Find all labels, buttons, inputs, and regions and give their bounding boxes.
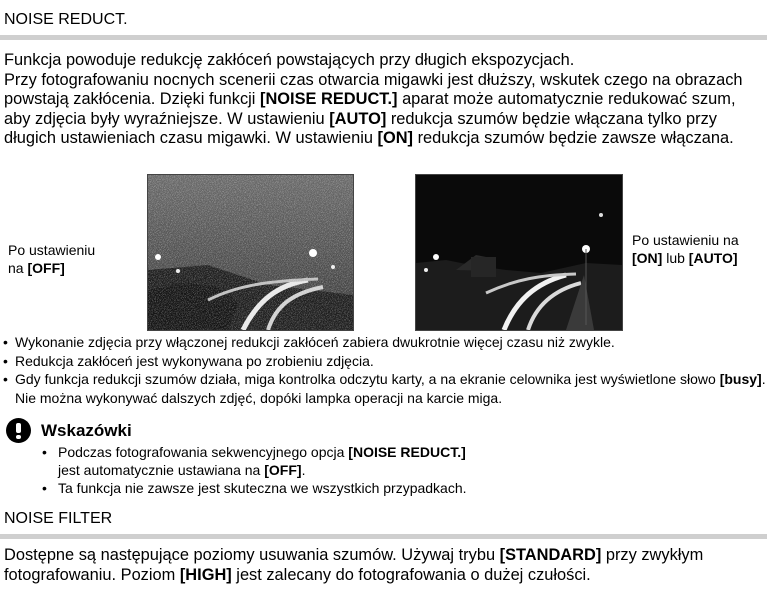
noise-filter-description: Dostępne są następujące poziomy usuwania szumów. Używaj trybu [STANDARD] przy zwykłym fotografowaniu. Poziom [HIGH] jest zalecany do fotografowania o dużej czułości.: [4, 546, 704, 584]
list-item: • Ta funkcja nie zawsze jest skuteczna we wszystkich przypadkach.: [42, 479, 642, 497]
list-item: • Redukcja zakłóceń jest wykonywana po zrobieniu zdjęcia.: [3, 352, 767, 371]
caption-off: Po ustawieniu na [OFF]: [8, 242, 96, 276]
photo-noise-on: [415, 174, 623, 331]
section-rule: [0, 35, 767, 40]
section-title-noise-reduct: NOISE REDUCT.: [4, 11, 128, 28]
night-highway-clean-image: [416, 175, 622, 330]
noise-reduct-notes: [3, 333, 767, 407]
photo-noise-off: [147, 174, 354, 331]
section-title-noise-filter: NOISE FILTER: [4, 510, 113, 527]
list-item: • Gdy funkcja redukcji szumów działa, miga kontrolka odczytu karty, a na ekranie celownika jest wyświetlone słowo [busy]. Nie można wykonywać dalszych zdjęć, dopóki lampka operacji na karcie miga.: [3, 370, 767, 407]
noise-reduct-description: Funkcja powoduje redukcję zakłóceń powstających przy długich ekspozycjach. Przy fotografowaniu nocnych scenerii czas otwarcia migawki jest dłuższy, wskutek czego na obrazach powstają zakłócenia. Dzięki funkcji [NOISE REDUCT.] aparat może automatycznie redukować szum, aby zdjęcia były wyraźniejsze. W ustawieniu [AUTO] redukcja szumów będzie włączana tylko przy długich ustawieniach czasu migawki. W ustawieniu [ON] redukcja szumów będzie zawsze włączana.: [4, 51, 743, 147]
list-item: • Wykonanie zdjęcia przy włączonej redukcji zakłóceń zabiera dwukrotnie więcej czasu niż zwykle.: [3, 333, 767, 352]
caption-on: Po ustawieniu na [ON] lub [AUTO]: [632, 232, 739, 266]
list-item: • Podczas fotografowania sekwencyjnego opcja [NOISE REDUCT.] jest automatycznie ustawiana na [OFF].: [42, 443, 642, 479]
section-rule: [0, 534, 767, 539]
tips-list: [42, 443, 642, 497]
night-highway-noisy-image: [148, 175, 353, 330]
exclamation-icon: [6, 418, 31, 443]
tips-heading: Wskazówki: [41, 421, 132, 440]
